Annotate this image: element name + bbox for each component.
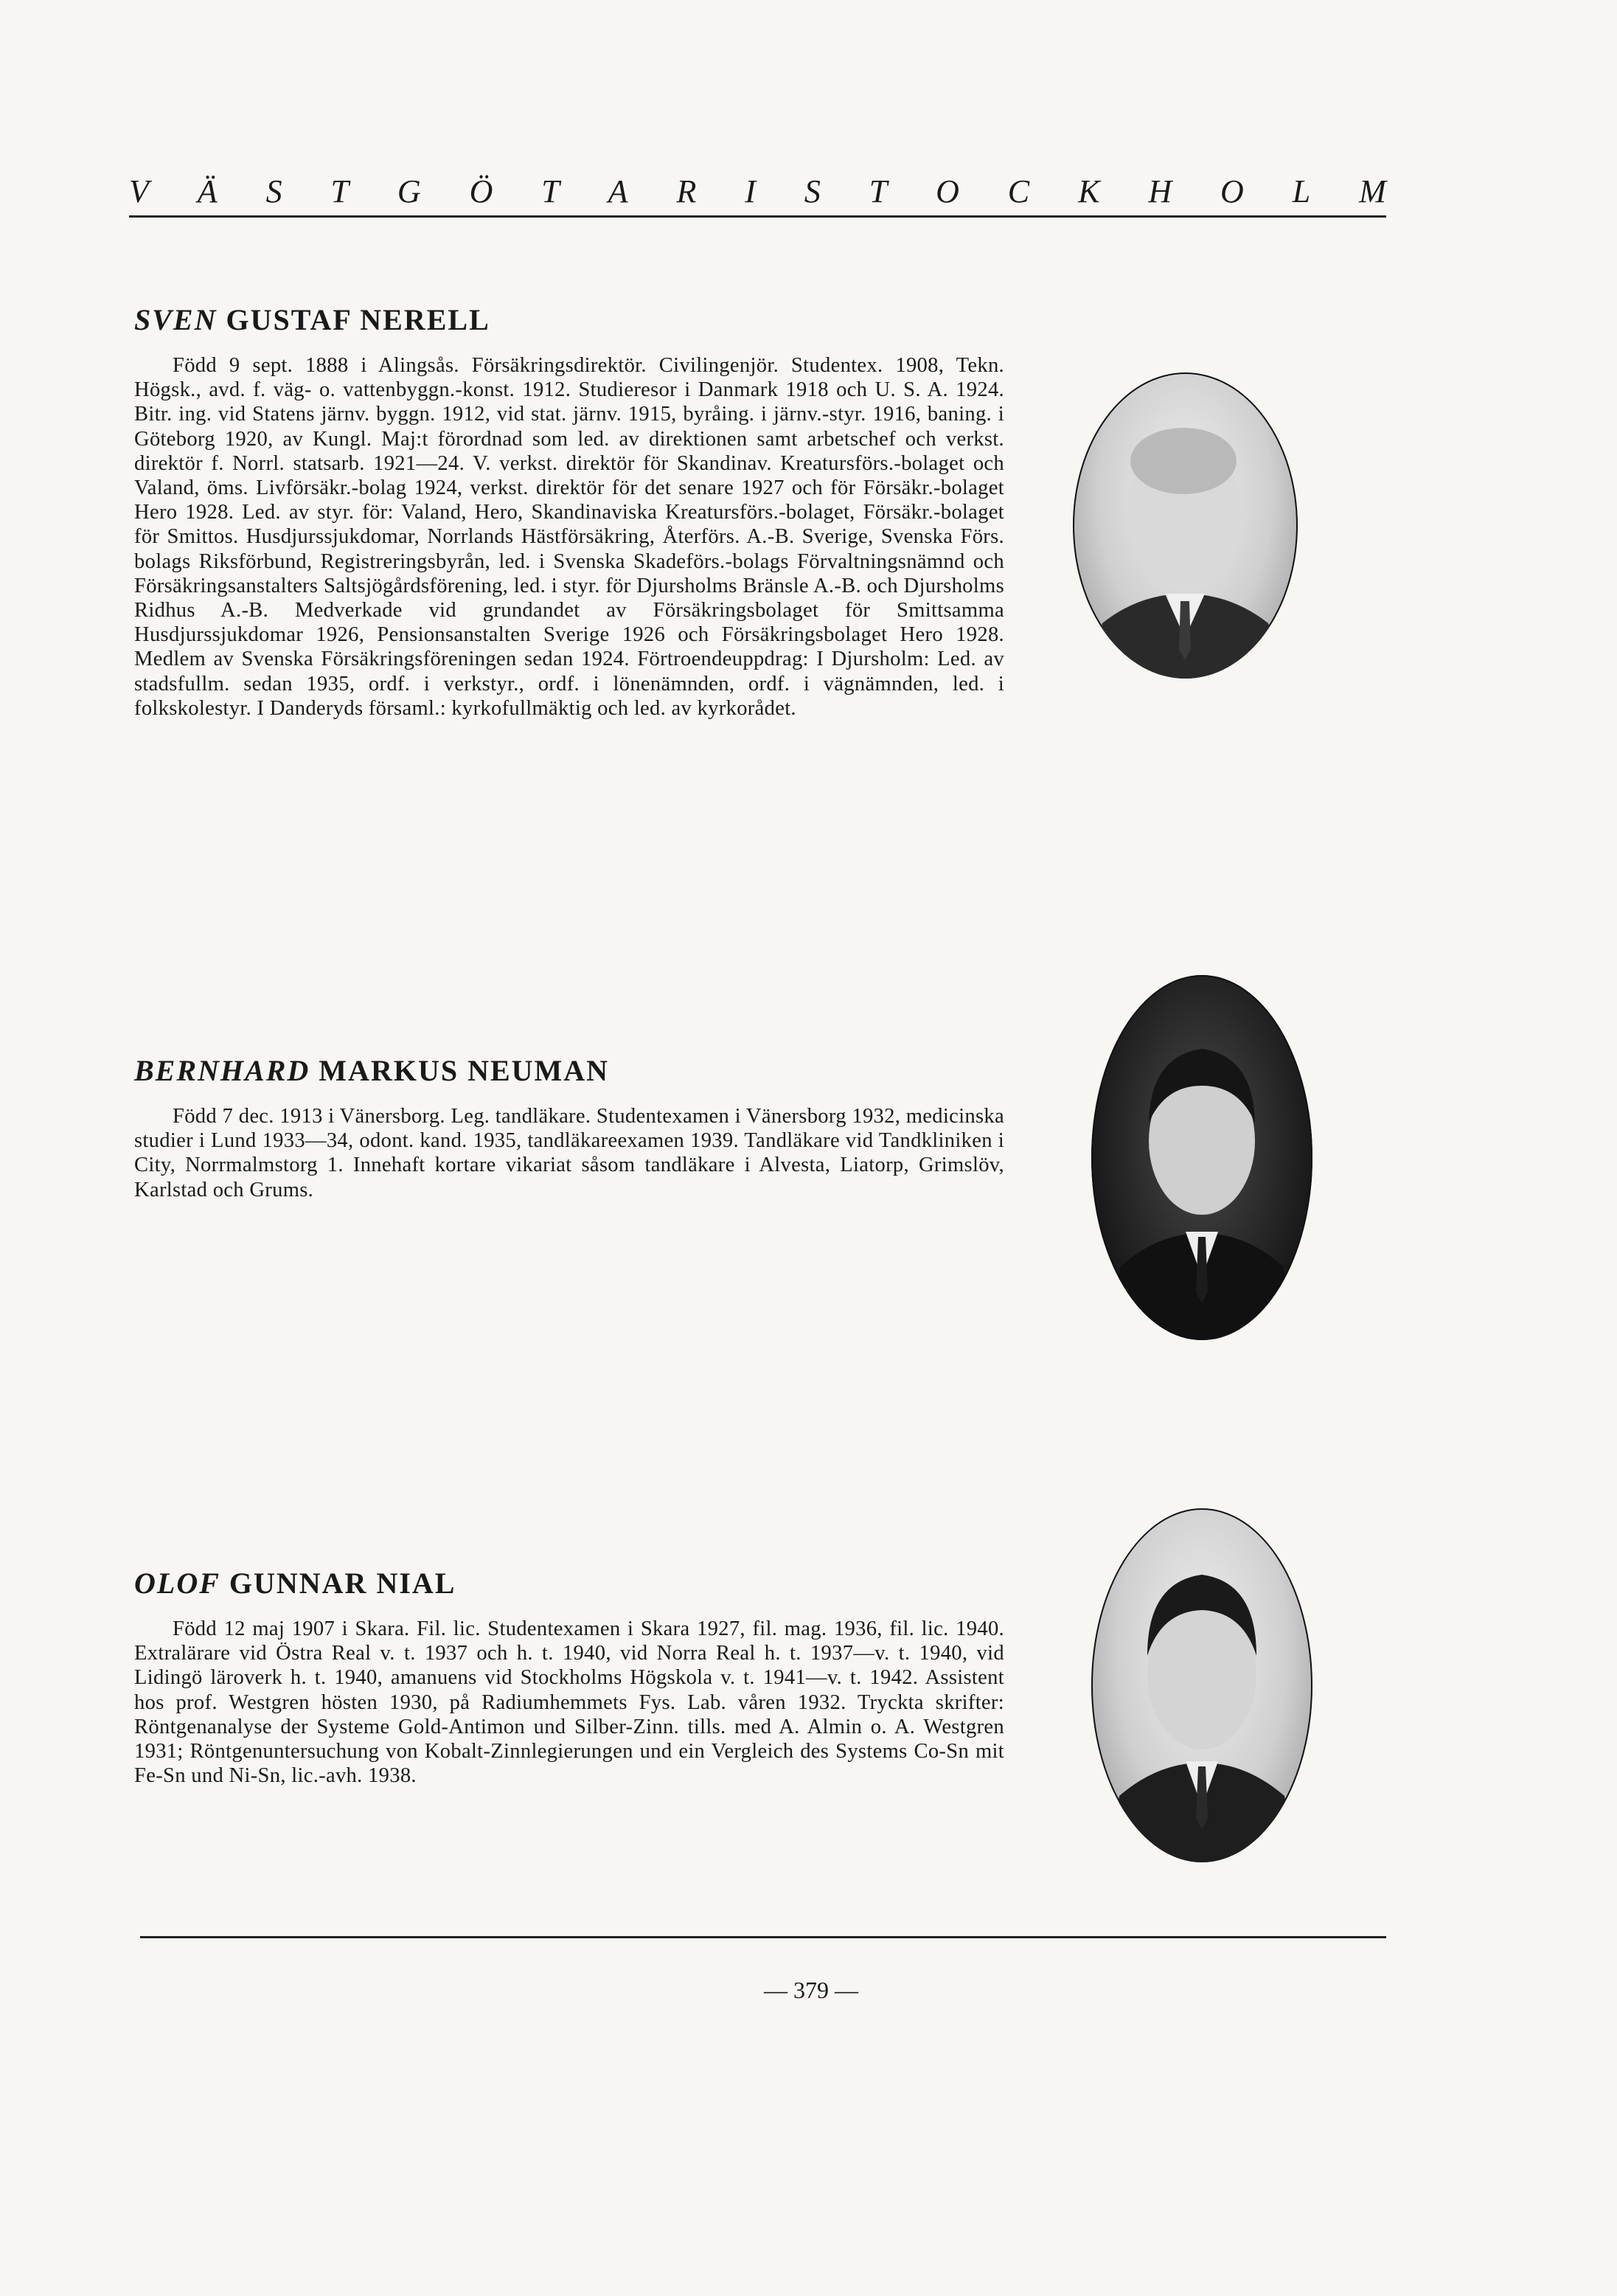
header-letter: H: [1148, 173, 1172, 209]
header-letter: A: [608, 173, 628, 209]
header-letter: K: [1078, 173, 1100, 209]
other-names: GUSTAF NERELL: [226, 303, 490, 336]
given-name: BERNHARD: [134, 1054, 310, 1087]
header-letter: T: [869, 173, 888, 209]
header-letter: I: [745, 173, 756, 209]
biography-entry: [134, 1566, 1004, 1788]
portrait-photo: [1091, 975, 1312, 1340]
header-letter: C: [1007, 173, 1030, 209]
portrait-figure: [1091, 1508, 1312, 1862]
header-rule: [129, 215, 1386, 218]
person-name: [134, 302, 1004, 337]
biography-text: Född 12 maj 1907 i Skara. Fil. lic. Studentexamen i Skara 1927, fil. mag. 1936, fil. lic. 1940. Extralärare vid Östra Real v. t. 1937 och h. t. 1940, vid Norra Real h. t. 1937—v. t. 1940, vid Lidingö läroverk h. t. 1940, amanuens vid Stockholms Högskola v. t. 1941—v. t. 1942. Assistent hos prof. Westgren hösten 1930, på Radiumhemmets Fys. Lab. våren 1932. Tryckta skrifter: Röntgenanalyse der Systeme Gold-Antimon und Silber-Zinn. tills. med A. Almin o. A. Westgren 1931; Röntgenuntersuchung von Kobalt-Zinnlegierungen und ein Vergleich des Systems Co-Sn mit Fe-Sn und Ni-Sn, lic.-avh. 1938.: [134, 1617, 1004, 1788]
header-letter: V: [129, 173, 149, 209]
biography-text: Född 7 dec. 1913 i Vänersborg. Leg. tandläkare. Studentexamen i Vänersborg 1932, medicinska studier i Lund 1933—34, odont. kand. 1935, tandläkareexamen 1939. Tandläkare vid Tandkliniken i City, Norrmalmstorg 1. Innehaft kortare vikariat såsom tandläkare i Alvesta, Liatorp, Grimslöv, Karlstad och Grums.: [134, 1105, 1004, 1201]
footer-rule: [140, 1936, 1386, 1938]
other-names: GUNNAR NIAL: [229, 1567, 456, 1600]
given-name: SVEN: [134, 303, 218, 336]
portrait-figure: [1073, 372, 1298, 679]
header-letter: M: [1359, 173, 1386, 209]
header-letter: Ä: [197, 173, 218, 209]
person-name: [134, 1566, 1004, 1600]
portrait-photo: [1091, 1508, 1312, 1862]
header-letter: G: [397, 173, 421, 209]
other-names: MARKUS NEUMAN: [319, 1054, 610, 1087]
biography-entry: [134, 302, 1004, 721]
given-name: OLOF: [134, 1567, 220, 1600]
header-letter: O: [936, 173, 959, 209]
portrait-photo: [1073, 372, 1298, 679]
person-name: [134, 1053, 1004, 1088]
biography-entry: [134, 1053, 1004, 1202]
page-number: — 379 —: [764, 1977, 858, 2003]
header-letter: T: [330, 173, 349, 209]
header-letter: L: [1292, 173, 1311, 209]
header-letter: S: [804, 173, 821, 209]
header-letter: Ö: [469, 173, 493, 209]
header-letter: R: [676, 173, 697, 209]
portrait-figure: [1091, 975, 1312, 1340]
running-header: [129, 166, 1386, 210]
header-letter: S: [265, 173, 282, 209]
biography-text: Född 9 sept. 1888 i Alingsås. Försäkringsdirektör. Civilingenjör. Studentex. 1908, Tekn. Högsk., avd. f. väg- o. vattenbyggn.-konst. 1912. Studieresor i Danmark 1918 och U. S. A. 1924. Bitr. ing. vid Statens järnv. byggn. 1912, vid stat. järnv. 1915, byråing. i järnv.-styr. 1916, baning. i Göteborg 1920, av Kungl. Maj:t förordnad som led. av direktionen samt arbetschef och verkst. direktör f. Norrl. statsarb. 1921—24. V. verkst. direktör för Skandinav. Kreatursförs.-bolaget och Valand, öms. Livförsäkr.-bolag 1924, verkst. direktör för det senare 1927 och för Försäkr.-bolaget Hero 1928. Led. av styr. för: Valand, Hero, Skandinaviska Kreatursförs.-bolaget, Försäkr.-bolaget för Smittos. Husdjurssjukdomar, Norrlands Hästförsäkring, Återförs. A.-B. Sverige, Svenska Förs. bolags Riksförbund, Registreringsbyrån, led. i Svenska Skadeförs.-bolags Förvaltningsnämnd och Försäkringsanstalters Saltsjögårdsförening, led. i styr. för Djursholms Bränsle A.-B. och Djursholms Ridhus A.-B. Medverkade vid grundandet av Försäkringsbolaget för Smittsamma Husdjurssjukdomar 1926, Pensionsanstalten Sverige 1926 och Försäkringsbolaget Hero 1928. Medlem av Svenska Försäkringsföreningen sedan 1924. Förtroendeuppdrag: I Djursholm: Led. av stadsfullm. sedan 1935, ordf. i verkstyr., ordf. i lönenämnden, ordf. i vägnämnden, led. i folkskolestyr. I Danderyds församl.: kyrkofullmäktig och led. av kyrkorådet.: [134, 354, 1004, 720]
header-letter: T: [541, 173, 560, 209]
header-letter: O: [1220, 173, 1244, 209]
